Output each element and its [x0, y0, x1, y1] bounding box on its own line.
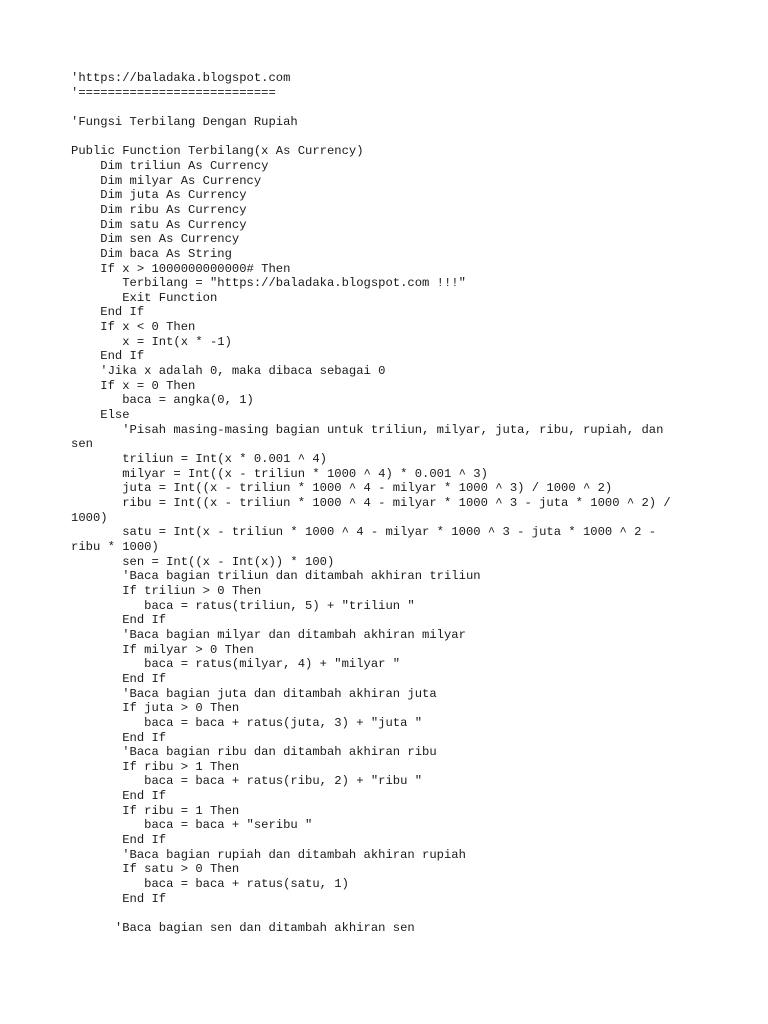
- code-line: End If: [71, 305, 145, 320]
- code-line: '===========================: [71, 85, 276, 100]
- code-line: End If: [71, 349, 145, 364]
- code-line: If x > 1000000000000# Then: [71, 261, 291, 276]
- code-line: Dim triliun As Currency: [71, 158, 269, 173]
- code-line: Else: [71, 408, 130, 423]
- code-line: If juta > 0 Then: [71, 701, 240, 716]
- code-line: x = Int(x * -1): [71, 334, 232, 349]
- code-line: If milyar > 0 Then: [71, 642, 254, 657]
- code-line: 1000): [71, 510, 108, 525]
- code-line: Dim ribu As Currency: [71, 202, 247, 217]
- code-line: milyar = Int((x - triliun * 1000 ^ 4) * 0.001 ^ 3): [71, 466, 488, 481]
- code-line: End If: [71, 833, 167, 848]
- code-line: 'Jika x adalah 0, maka dibaca sebagai 0: [71, 364, 386, 379]
- code-line: 'Baca bagian milyar dan ditambah akhiran milyar: [71, 627, 466, 642]
- code-line: Dim baca As String: [71, 246, 232, 261]
- code-line: 'Baca bagian rupiah dan ditambah akhiran rupiah: [71, 847, 466, 862]
- code-listing: [71, 71, 711, 936]
- code-line: ribu = Int((x - triliun * 1000 ^ 4 - milyar * 1000 ^ 3 - juta * 1000 ^ 2) /: [71, 496, 671, 510]
- code-line: baca = angka(0, 1): [71, 393, 254, 408]
- code-line: baca = ratus(triliun, 5) + "triliun ": [71, 598, 415, 613]
- code-line: ribu * 1000): [71, 539, 159, 554]
- code-line: Dim juta As Currency: [71, 188, 247, 203]
- code-line: End If: [71, 789, 167, 804]
- code-line: sen = Int((x - Int(x)) * 100): [71, 554, 335, 569]
- code-line: baca = baca + ratus(juta, 3) + "juta ": [71, 715, 423, 730]
- code-line: If ribu > 1 Then: [71, 759, 240, 774]
- code-line: 'Baca bagian triliun dan ditambah akhiran triliun: [71, 569, 481, 584]
- code-line: Public Function Terbilang(x As Currency): [71, 144, 364, 159]
- code-line: If x < 0 Then: [71, 320, 196, 335]
- code-line: sen: [71, 437, 93, 452]
- code-line: If triliun > 0 Then: [71, 583, 262, 598]
- code-line: [71, 100, 711, 115]
- code-line: Dim sen As Currency: [71, 232, 240, 247]
- code-line: End If: [71, 891, 167, 906]
- code-line: 'Baca bagian ribu dan ditambah akhiran ribu: [71, 745, 437, 760]
- code-line: If x = 0 Then: [71, 378, 196, 393]
- code-line: End If: [71, 613, 167, 628]
- code-line: baca = baca + ratus(satu, 1): [71, 877, 349, 892]
- code-line: baca = baca + ratus(ribu, 2) + "ribu ": [71, 774, 423, 789]
- code-line: triliun = Int(x * 0.001 ^ 4): [71, 452, 327, 467]
- code-line: baca = ratus(milyar, 4) + "milyar ": [71, 657, 401, 672]
- code-line: Exit Function: [71, 290, 218, 305]
- code-line: [71, 130, 711, 145]
- code-line: End If: [71, 730, 167, 745]
- code-line: End If: [71, 671, 167, 686]
- code-line: 'Fungsi Terbilang Dengan Rupiah: [71, 114, 298, 129]
- code-line: 'https://baladaka.blogspot.com: [71, 71, 291, 85]
- code-line: Dim satu As Currency: [71, 217, 247, 232]
- code-line: baca = baca + "seribu ": [71, 818, 313, 833]
- code-line: satu = Int(x - triliun * 1000 ^ 4 - milyar * 1000 ^ 3 - juta * 1000 ^ 2 -: [71, 525, 657, 540]
- code-line: juta = Int((x - triliun * 1000 ^ 4 - milyar * 1000 ^ 3) / 1000 ^ 2): [71, 481, 613, 496]
- code-line: 'Baca bagian juta dan ditambah akhiran juta: [71, 686, 437, 701]
- code-line: Terbilang = "https://baladaka.blogspot.com !!!": [71, 276, 466, 291]
- code-line: Dim milyar As Currency: [71, 173, 262, 188]
- code-line: If ribu = 1 Then: [71, 803, 240, 818]
- code-line: 'Pisah masing-masing bagian untuk triliun, milyar, juta, ribu, rupiah, dan: [71, 422, 664, 437]
- code-line: 'Baca bagian sen dan ditambah akhiran sen: [71, 921, 415, 936]
- code-line: [71, 906, 711, 921]
- code-line: If satu > 0 Then: [71, 862, 240, 877]
